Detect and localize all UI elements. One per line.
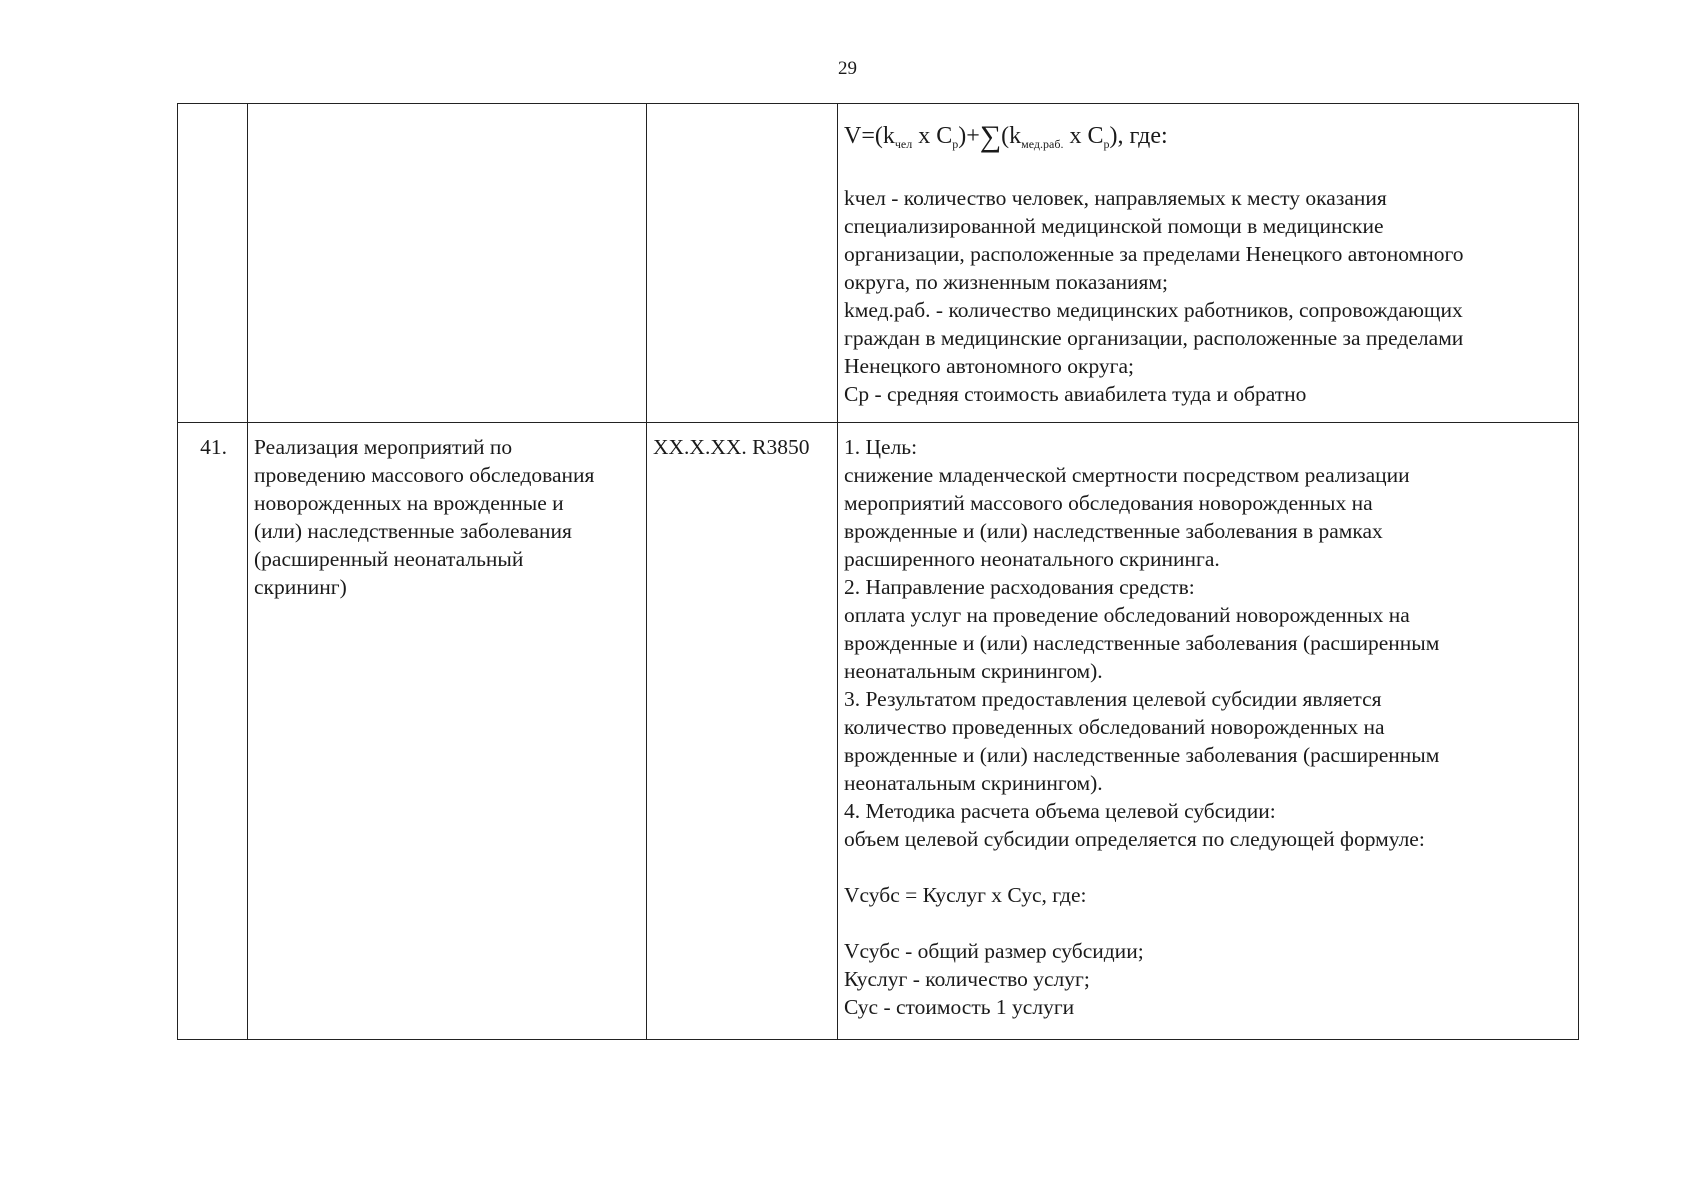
description-line: неонатальным скринингом).	[844, 771, 1103, 795]
description-line: Ср - средняя стоимость авиабилета туда и обратно	[844, 382, 1307, 406]
measure-name-cell	[248, 104, 647, 423]
row-number-cell	[178, 104, 248, 423]
description-line: врожденные и (или) наследственные заболевания в рамках	[844, 519, 1383, 543]
description-line: граждан в медицинские организации, расположенные за пределами	[844, 326, 1464, 350]
table-row	[178, 423, 1579, 1040]
page-number: 29	[838, 58, 857, 79]
description-line: специализированной медицинской помощи в медицинские	[844, 214, 1384, 238]
formula-v: $V=(k_{чел}$ x $C_р)+\sum(k_{мед.раб.}$ x $C_р$), где:	[844, 120, 1168, 153]
measure-name-line: новорожденных на врожденные и	[254, 491, 564, 515]
description-line: оплата услуг на проведение обследований новорожденных на	[844, 603, 1410, 627]
description-line: неонатальным скринингом).	[844, 659, 1103, 683]
description-line: 1. Цель:	[844, 435, 918, 459]
table-row	[178, 104, 1579, 423]
formula-vsubs: Vсубс = Куслуг х Сус, где:	[844, 883, 1087, 907]
spacer	[844, 909, 1572, 937]
description-line: kчел - количество человек, направляемых к месту оказания	[844, 186, 1387, 210]
description-cell	[838, 104, 1579, 423]
measure-name-line: (или) наследственные заболевания	[254, 519, 572, 543]
measure-name-line: Реализация мероприятий по	[254, 435, 513, 459]
spacer	[844, 853, 1572, 881]
measure-name-cell	[248, 423, 647, 1040]
description-line: kмед.раб. - количество медицинских работников, сопровождающих	[844, 298, 1463, 322]
description-line: 2. Направление расходования средств:	[844, 575, 1195, 599]
measure-name-line: (расширенный неонатальный	[254, 547, 524, 571]
measure-name-line: скрининг)	[254, 575, 347, 599]
budget-code-cell	[647, 104, 838, 423]
description-line: расширенного неонатального скрининга.	[844, 547, 1220, 571]
description-line: 3. Результатом предоставления целевой субсидии является	[844, 687, 1382, 711]
description-line: округа, по жизненным показаниям;	[844, 270, 1168, 294]
description-line: объем целевой субсидии определяется по следующей формуле:	[844, 827, 1425, 851]
description-line: мероприятий массового обследования новорожденных на	[844, 491, 1373, 515]
budget-code-cell	[647, 423, 838, 1040]
description-line: снижение младенческой смертности посредством реализации	[844, 463, 1410, 487]
description-line: количество проведенных обследований новорожденных на	[844, 715, 1385, 739]
description-line: врожденные и (или) наследственные заболевания (расширенным	[844, 743, 1440, 767]
measure-name-line: проведению массового обследования	[254, 463, 595, 487]
description-line: Куслуг - количество услуг;	[844, 967, 1090, 991]
description-line: организации, расположенные за пределами Ненецкого автономного	[844, 242, 1464, 266]
description-line: врожденные и (или) наследственные заболевания (расширенным	[844, 631, 1440, 655]
description-line: Vсубс - общий размер субсидии;	[844, 939, 1144, 963]
description-cell	[838, 423, 1579, 1040]
subsidy-table	[177, 103, 1579, 1040]
description-line: Сус - стоимость 1 услуги	[844, 995, 1075, 1019]
budget-code: XX.X.XX. R3850	[653, 435, 810, 459]
row-number-cell: 41.	[178, 423, 248, 1040]
description-line: Ненецкого автономного округа;	[844, 354, 1135, 378]
description-line: 4. Методика расчета объема целевой субсидии:	[844, 799, 1276, 823]
